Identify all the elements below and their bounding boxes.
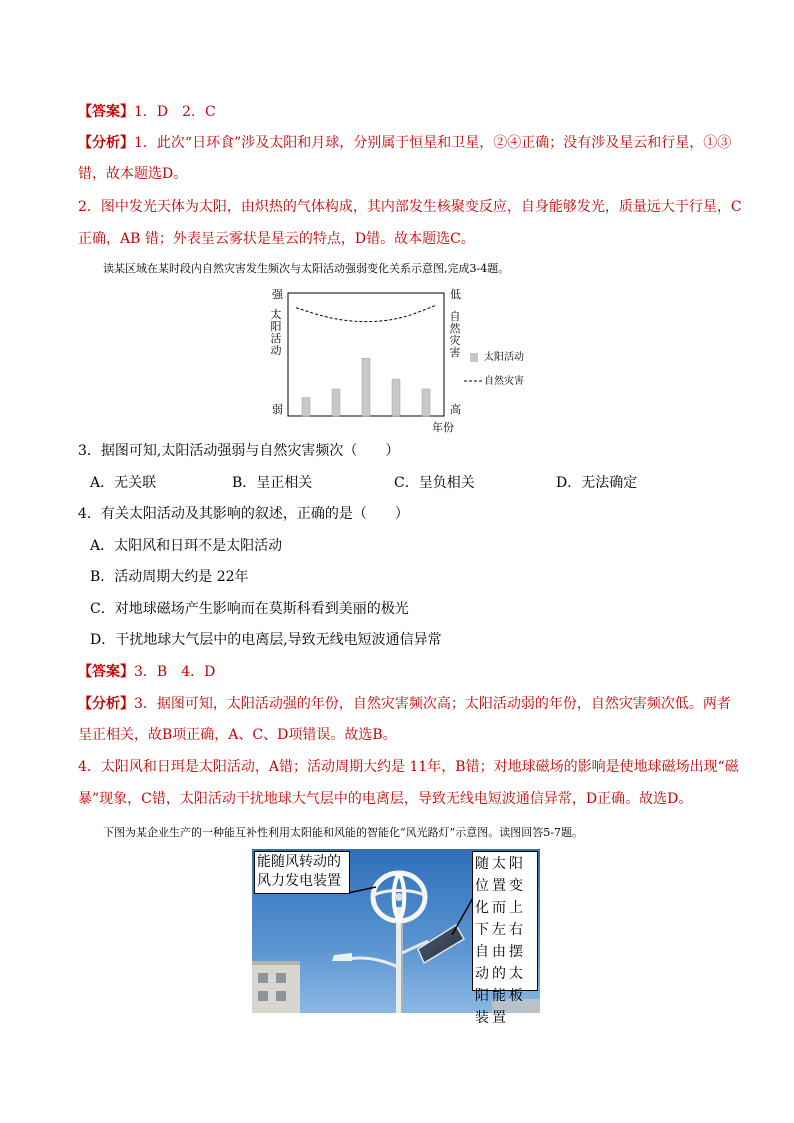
solar-activity-bar — [422, 389, 430, 416]
solar-activity-bar — [302, 398, 310, 416]
analysis-tag: 【分析】 — [78, 696, 134, 712]
legend-bar-label: 太阳活动 — [484, 352, 524, 363]
question-3-option-b: B．呈正相关 — [232, 475, 313, 491]
answer-line-1 — [78, 102, 216, 122]
analysis-2-line-2: 呈正相关，故B项正确，A、C、D项错误。故选B。 — [78, 727, 397, 743]
solar-activity-bar — [362, 358, 370, 416]
left-axis-bottom-label: 弱 — [272, 403, 283, 416]
question-3-stem: 3．据图可知,太阳活动强弱与自然灾害频次（ ） — [78, 443, 400, 459]
analysis-2-line-1 — [78, 694, 731, 714]
question-4-option-a: A．太阳风和日珥不是太阳活动 — [90, 538, 283, 554]
legend-bar-swatch — [470, 353, 478, 362]
answer-tag: 【答案】 — [78, 104, 134, 120]
analysis-text: 1．此次“日环食”涉及太阳和月球，分别属于恒星和卫星，②④正确；没有涉及星云和行星，①③ — [134, 135, 732, 151]
question-3-option-d: D．无法确定 — [556, 475, 638, 491]
analysis-line-2: 错，故本题选D。 — [78, 166, 188, 182]
question-3-option-a: A．无关联 — [90, 475, 157, 491]
right-axis-top-label: 低 — [450, 288, 461, 301]
left-axis-top-label: 强 — [272, 288, 283, 301]
street-lamp-photo — [252, 849, 540, 1026]
analysis-tag: 【分析】 — [78, 135, 134, 151]
figure-caption-2: 下图为某企业生产的一种能互补性利用太阳能和风能的智能化“风光路灯”示意图。读图回答5-7题。 — [103, 826, 583, 839]
question-4-option-b: B．活动周期大约是 22年 — [90, 569, 249, 585]
right-axis-bottom-label: 高 — [450, 403, 461, 416]
analysis-line-4: 正确，AB 错；外表呈云雾状是星云的特点，D错。故本题选C。 — [78, 231, 475, 247]
analysis-2-line-4: 暴”现象，C错，太阳活动干扰地球大气层中的电离层，导致无线电短波通信异常，D正确。故选D。 — [78, 791, 693, 807]
question-4-option-d: D．干扰地球大气层中的电离层,导致无线电短波通信异常 — [90, 632, 442, 648]
analysis-line-1 — [78, 133, 731, 153]
analysis-line-3: 2．图中发光天体为太阳，由炽热的气体构成，其内部发生核聚变反应，自身能够发光，质量远大于行星，C — [78, 199, 742, 215]
solar-panel-label: 随太阳位置变化而上下左右自由摆动的太阳能板装置 — [472, 851, 538, 991]
question-3-option-c: C．呈负相关 — [394, 475, 475, 491]
solar-activity-bar — [392, 379, 400, 416]
legend-line-label: 自然灾害 — [484, 376, 524, 387]
answer-text: 1．D 2．C — [134, 104, 216, 120]
answer-tag: 【答案】 — [78, 664, 134, 680]
x-axis-label: 年份 — [432, 421, 454, 434]
figure-caption-1: 读某区域在某时段内自然灾害发生频次与太阳活动强弱变化关系示意图,完成3-4题。 — [103, 262, 510, 275]
analysis-2-line-3: 4．太阳风和日珥是太阳活动，A错；活动周期大约是 11年，B错；对地球磁场的影响是使地球磁场出现“磁 — [78, 759, 739, 775]
answer-text: 3．B 4．D — [134, 664, 216, 680]
solar-activity-bar — [332, 389, 340, 416]
question-4-option-c: C．对地球磁场产生影响而在莫斯科看到美丽的极光 — [90, 601, 409, 617]
left-axis-title: 太阳活动 — [270, 308, 282, 357]
wind-turbine-label: 能随风转动的风力发电装置 — [254, 851, 350, 894]
right-axis-title: 自然灾害 — [449, 310, 461, 359]
analysis-text: 3．据图可知，太阳活动强的年份，自然灾害频次高；太阳活动弱的年份，自然灾害频次低。两者 — [134, 696, 731, 712]
answer-line-2 — [78, 662, 215, 682]
question-4-stem: 4．有关太阳活动及其影响的叙述，正确的是（ ） — [78, 506, 409, 522]
disaster-line — [296, 305, 436, 321]
solar-disaster-chart — [260, 283, 540, 435]
